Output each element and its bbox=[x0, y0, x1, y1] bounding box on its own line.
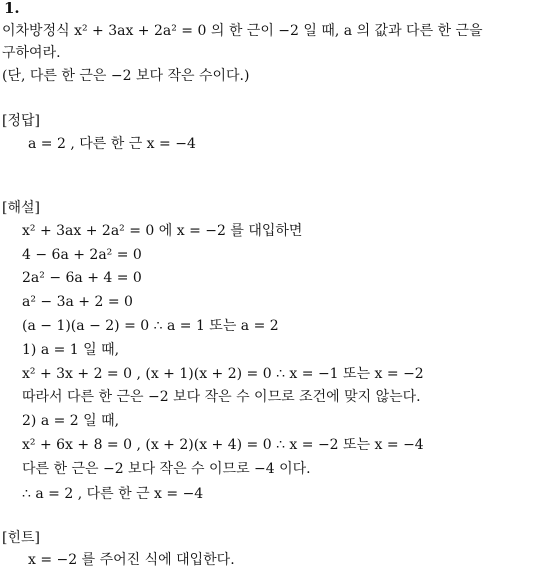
solution-header: [해설] bbox=[2, 200, 40, 216]
solution-line: 따라서 다른 한 근은 −2 보다 작은 수 이므로 조건에 맞지 않는다. bbox=[22, 389, 421, 405]
question-line-3: (단, 다른 한 근은 −2 보다 작은 수이다.) bbox=[2, 68, 250, 84]
solution-line: (a − 1)(a − 2) = 0 ∴ a = 1 또는 a = 2 bbox=[22, 318, 279, 334]
hint-header: [힌트] bbox=[2, 530, 40, 546]
question-line-2: 구하여라. bbox=[2, 45, 61, 61]
solution-line: x² + 3ax + 2a² = 0 에 x = −2 를 대입하면 bbox=[22, 223, 303, 239]
hint-text: x = −2 를 주어진 식에 대입한다. bbox=[28, 552, 235, 568]
solution-line: 1) a = 1 일 때, bbox=[22, 342, 120, 358]
solution-line: a² − 3a + 2 = 0 bbox=[22, 294, 133, 310]
problem-number: 1. bbox=[4, 0, 20, 17]
answer-header: [정답] bbox=[2, 113, 40, 129]
solution-line: 4 − 6a + 2a² = 0 bbox=[22, 247, 142, 263]
solution-line: ∴ a = 2 , 다른 한 근 x = −4 bbox=[22, 486, 204, 502]
solution-line: 2a² − 6a + 4 = 0 bbox=[22, 270, 142, 286]
solution-line: 2) a = 2 일 때, bbox=[22, 413, 120, 429]
solution-line: 다른 한 근은 −2 보다 작은 수 이므로 −4 이다. bbox=[22, 461, 311, 477]
solution-line: x² + 3x + 2 = 0 , (x + 1)(x + 2) = 0 ∴ x = −1 또는 x = −2 bbox=[22, 366, 424, 382]
solution-line: x² + 6x + 8 = 0 , (x + 2)(x + 4) = 0 ∴ x = −2 또는 x = −4 bbox=[22, 437, 424, 453]
question-line-1: 이차방정식 x² + 3ax + 2a² = 0 의 한 근이 −2 일 때, a 의 값과 다른 한 근을 bbox=[2, 23, 483, 39]
answer-text: a = 2 , 다른 한 근 x = −4 bbox=[28, 136, 196, 152]
